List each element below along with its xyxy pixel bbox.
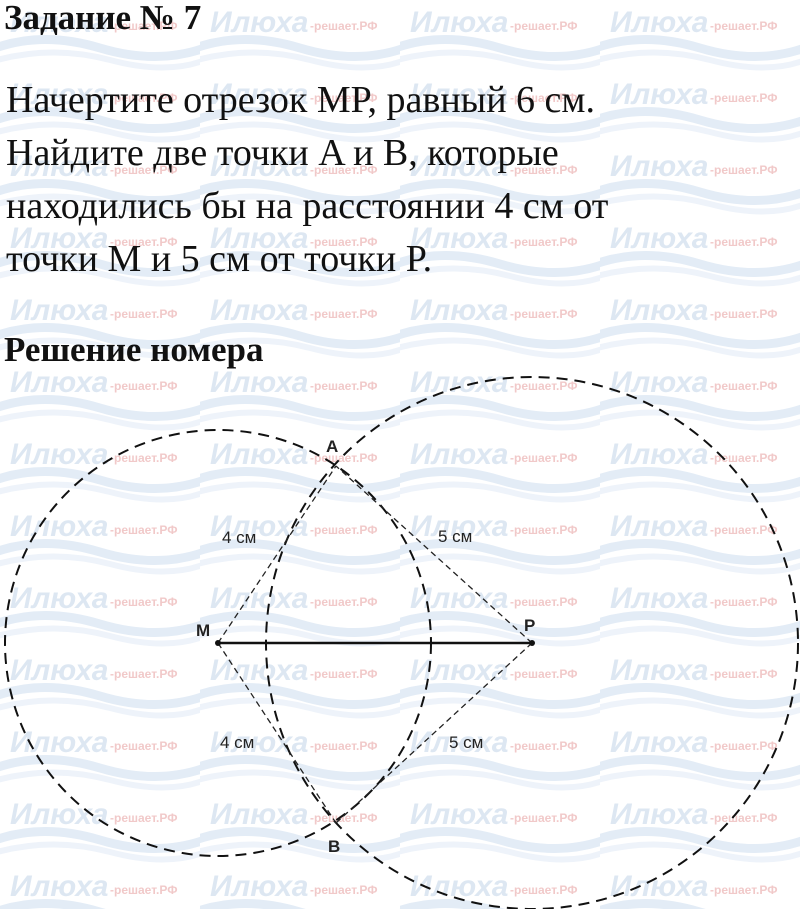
point-p-dot — [529, 640, 535, 646]
task-line: находились бы на расстоянии 4 см от — [6, 185, 609, 227]
length-label-mb: 4 см — [220, 733, 255, 752]
task-title: Задание № 7 — [4, 0, 202, 37]
label-point-p: P — [524, 616, 536, 635]
length-label-pa: 5 см — [438, 527, 473, 546]
label-point-m: M — [196, 621, 211, 640]
length-label-ma: 4 см — [222, 528, 257, 547]
label-point-a: A — [326, 437, 339, 456]
task-line: точки M и 5 см от точки P. — [6, 238, 433, 280]
segment-ma — [218, 466, 336, 643]
point-m-dot — [215, 640, 221, 646]
task-line: Начертите отрезок MP, равный 6 см. — [6, 79, 595, 121]
label-point-b: B — [328, 837, 341, 856]
length-label-pb: 5 см — [449, 733, 484, 752]
segment-pa — [336, 466, 532, 643]
task-line: Найдите две точки A и B, которые — [6, 132, 559, 174]
solution-heading: Решение номера — [4, 330, 264, 369]
